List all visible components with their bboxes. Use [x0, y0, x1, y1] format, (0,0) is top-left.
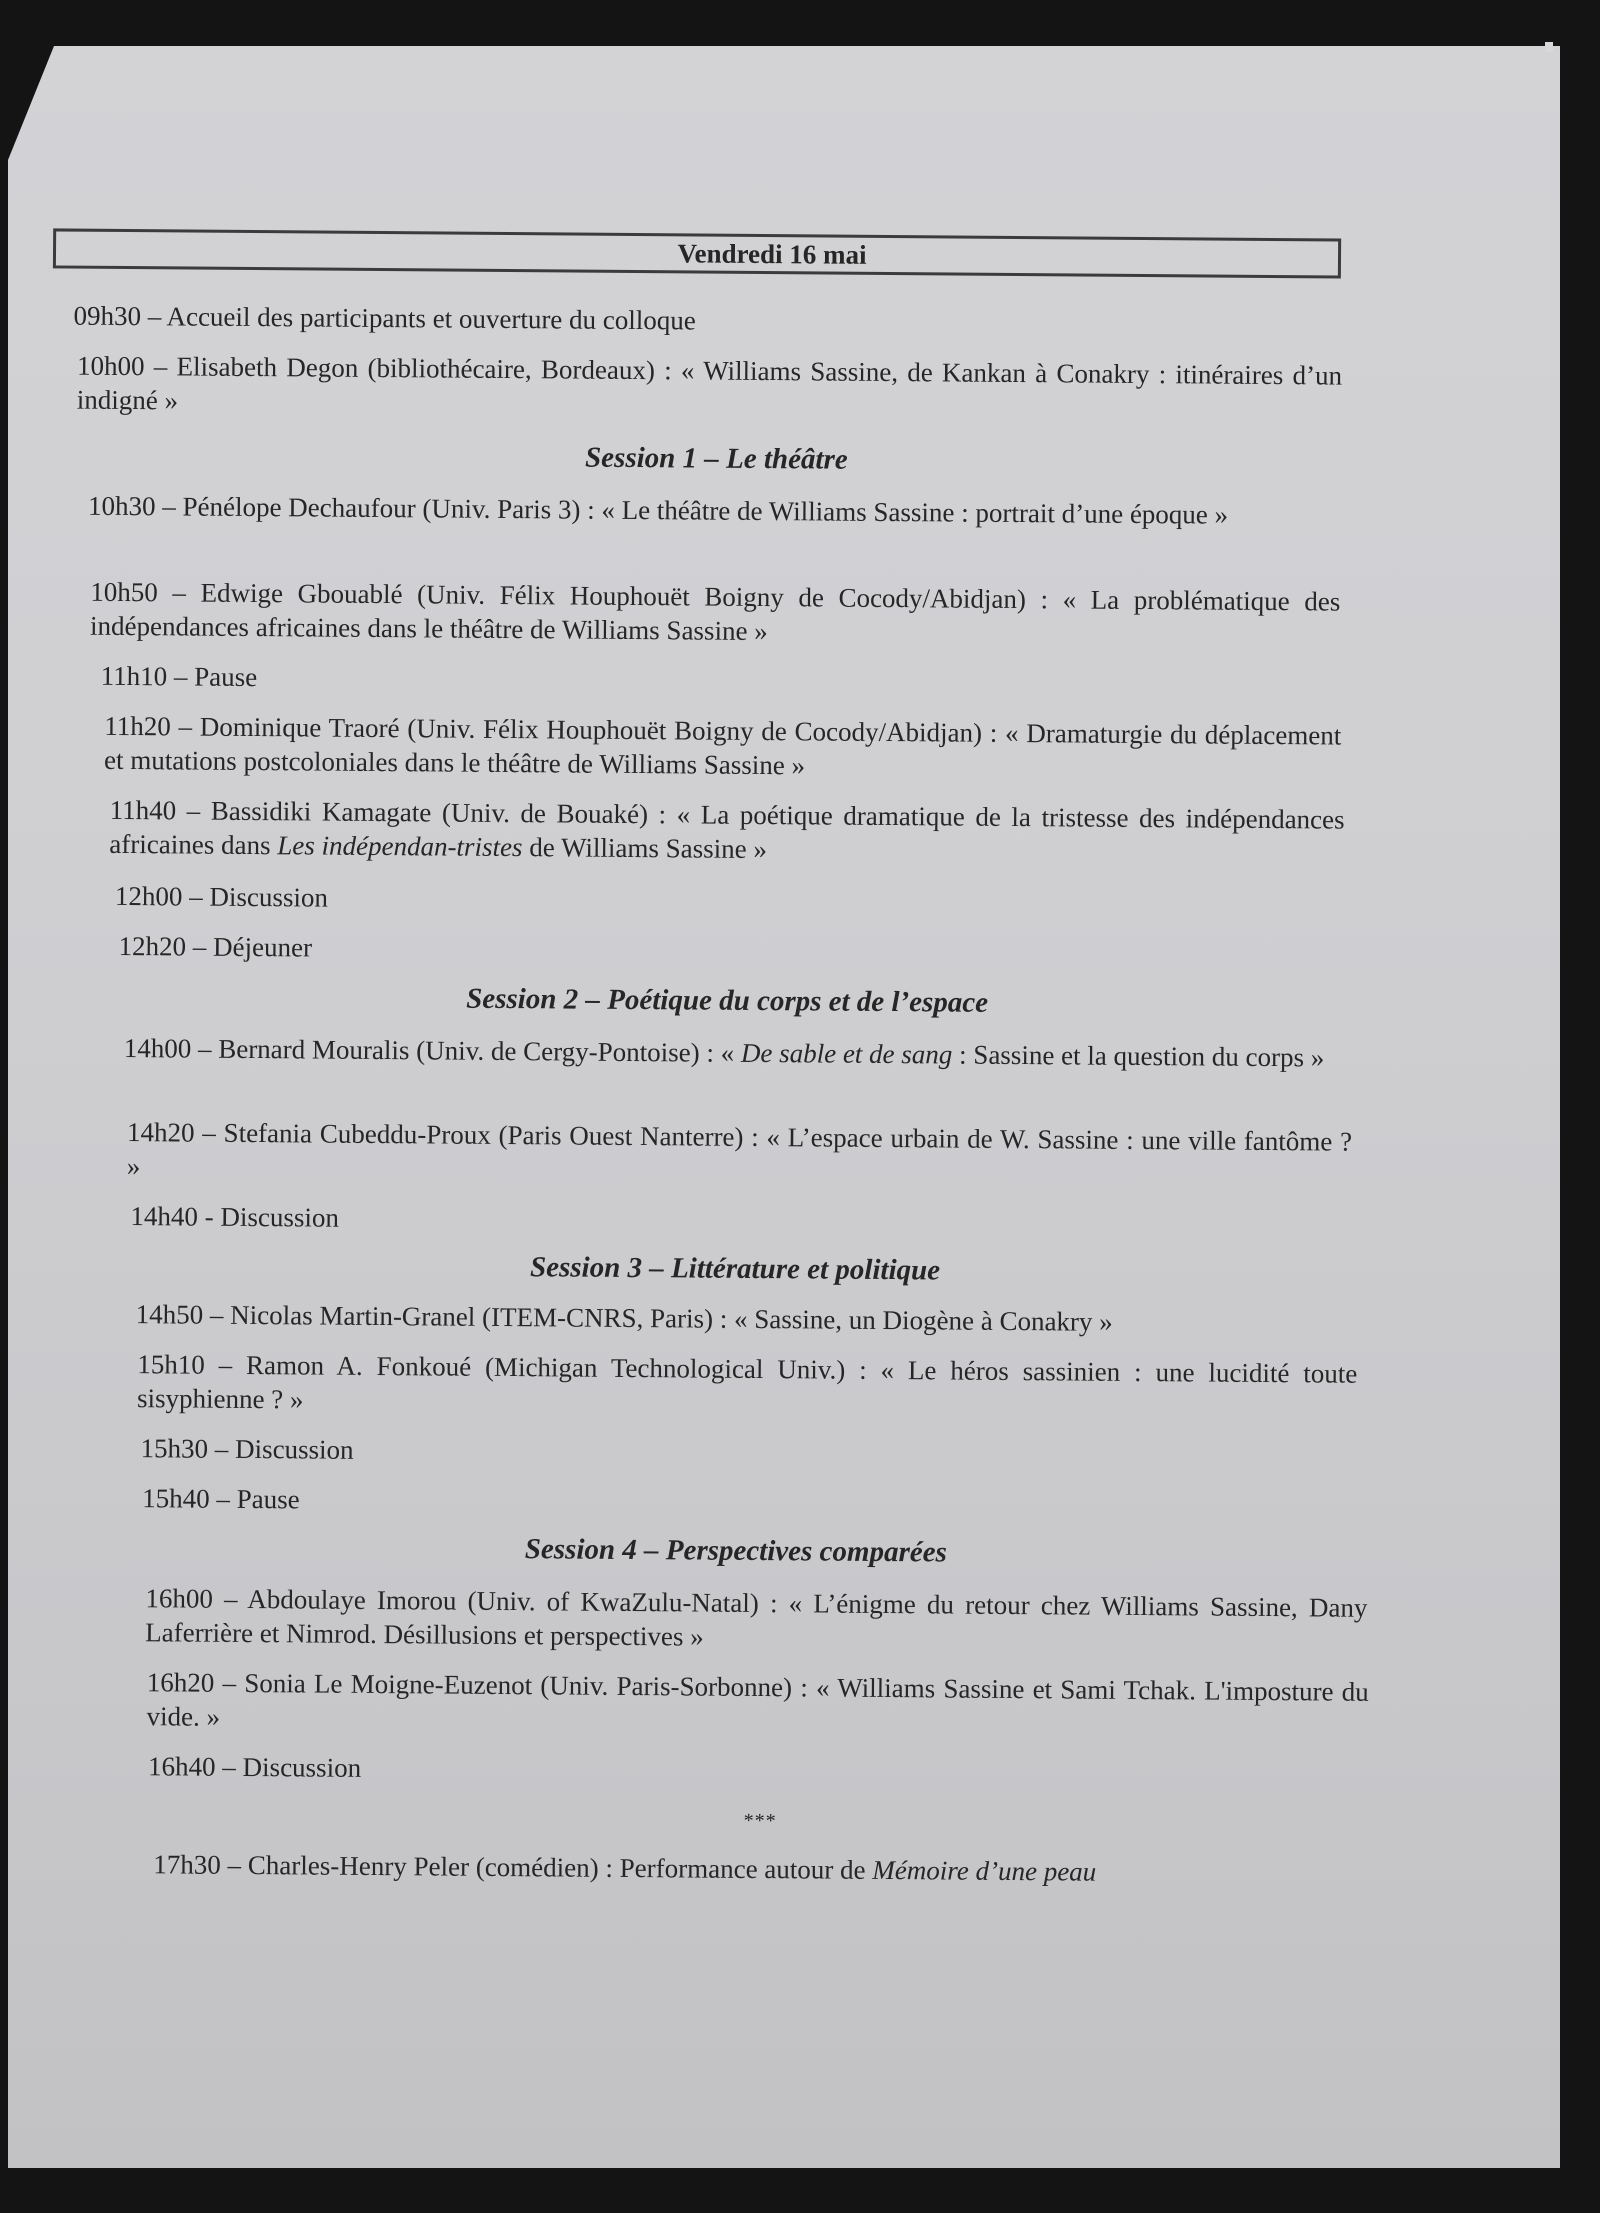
schedule-item [146, 1665, 1368, 1743]
item-time: 12h00 [114, 880, 183, 912]
item-time: 11h20 [104, 710, 171, 742]
item-time: 10h30 [87, 490, 156, 522]
item-time: 11h10 [100, 660, 168, 692]
item-text: Bassidiki Kamagate (Univ. de Bouaké) : « La poétique dramatique de la tristesse des indépendances africaines dans [109, 795, 1345, 861]
item-text: Elisabeth Degon (bibliothécaire, Bordeaux) : « Williams Sassine, de Kankan à Conakry : itinéraires d’un indigné » [76, 351, 1343, 416]
dash: – [215, 1751, 243, 1782]
item-text: Nicolas Martin-Granel (ITEM-CNRS, Paris) : « Sassine, un Diogène à Conakry » [230, 1299, 1113, 1337]
item-time: 16h20 [146, 1667, 215, 1698]
item-text: Sonia Le Moigne-Euzenot (Univ. Paris-Sorbonne) : « Williams Sassine et Sami Tchak. L'imposture du vide. » [146, 1667, 1369, 1732]
item-text: Discussion [235, 1433, 354, 1465]
dash: – [194, 1117, 224, 1148]
item-text: Stefania Cubeddu-Proux (Paris Ouest Nanterre) : « L’espace urbain de W. Sassine : une ville fantôme ? » [126, 1117, 1353, 1182]
item-time: 14h00 [123, 1033, 192, 1064]
item-text: Ramon A. Fonkoué (Michigan Technological Univ.) : « Le héros sassinien : une lucidité toute sisyphienne ? » [136, 1349, 1358, 1415]
dash: – [220, 1849, 248, 1881]
dash: – [140, 301, 167, 332]
item-text: Charles-Henry Peler (comédien) : Performance autour de [247, 1850, 873, 1885]
dash: – [170, 711, 200, 742]
item-time: 14h40 [130, 1201, 199, 1232]
schedule-item [145, 1581, 1367, 1659]
item-title-italic: Les indépendan-tristes [277, 830, 523, 863]
item-time: 12h20 [118, 930, 187, 962]
session-4-title: Session 4 – Perspectives comparées [524, 1533, 947, 1569]
item-text: de Williams Sassine » [522, 832, 768, 865]
item-time: 10h00 [77, 350, 145, 382]
item-time: 10h50 [90, 576, 158, 608]
item-time: 15h40 [142, 1483, 210, 1514]
item-text: Accueil des participants et ouverture du colloque [166, 301, 696, 336]
item-text: Dominique Traoré (Univ. Félix Houphouët Boigny de Cocody/Abidjan) : « Dramaturgie du déplacement et mutations postcoloniales dans le théâtre de Williams Sassine » [103, 711, 1342, 781]
dash: – [182, 881, 210, 912]
section-separator-stars: *** [743, 1809, 777, 1833]
item-text: Abdoulaye Imorou (Univ. of KwaZulu-Natal) : « L’énigme du retour chez Williams Sassine, Dany Laferrière et Nimrod. Désillusions et perspectives » [145, 1583, 1368, 1652]
item-text: Edwige Gbouablé (Univ. Félix Houphouët Boigny de Cocody/Abidjan) : « La problématique des indépendances africaines dans le théâtre de Williams Sassine » [89, 577, 1341, 647]
schedule-item [127, 1115, 1352, 1193]
schedule-item [136, 1297, 1356, 1341]
item-text: : Sassine et la question du corps » [952, 1039, 1325, 1073]
item-time: 14h20 [126, 1117, 195, 1148]
dash: – [176, 795, 211, 826]
schedule-item [90, 575, 1340, 653]
schedule-item [104, 709, 1341, 787]
dash: – [212, 1583, 248, 1614]
dash: – [214, 1667, 245, 1698]
schedule-item [137, 1347, 1357, 1425]
session-1-title: Session 1 – Le théâtre [584, 441, 848, 476]
schedule-item [142, 1481, 1357, 1525]
dash: – [185, 931, 214, 962]
item-time: 16h40 [148, 1751, 216, 1782]
item-text: Pause [194, 661, 258, 693]
session-3-title: Session 3 – Littérature et politique [529, 1251, 941, 1287]
item-title-italic: De sable et de sang [740, 1037, 953, 1070]
schedule-item [118, 929, 1343, 973]
item-time: 14h50 [135, 1299, 204, 1330]
item-time: 15h30 [140, 1433, 209, 1464]
dash: – [209, 1483, 237, 1514]
schedule-item-opening [73, 299, 1343, 343]
dash: – [167, 661, 195, 692]
dash: – [144, 351, 177, 382]
item-time: 17h30 [153, 1849, 221, 1880]
schedule-item-closing [153, 1847, 1373, 1891]
schedule-item [109, 793, 1344, 871]
dash: - [197, 1201, 221, 1232]
schedule-item [148, 1749, 1368, 1793]
item-time: 11h40 [109, 794, 177, 826]
schedule-item [124, 1031, 1352, 1075]
dash: – [208, 1433, 236, 1464]
session-2-title: Session 2 – Poétique du corps et de l’espace [466, 982, 989, 1019]
dash: – [157, 577, 201, 608]
schedule-item [140, 1431, 1355, 1475]
dash: – [203, 1299, 231, 1330]
item-time: 15h10 [137, 1349, 205, 1380]
dash: – [204, 1349, 247, 1380]
item-text: Discussion [220, 1201, 340, 1233]
schedule-item-keynote [77, 349, 1342, 427]
schedule-item [88, 489, 1343, 533]
item-text: Déjeuner [212, 931, 313, 963]
dash: – [191, 1033, 219, 1064]
schedule-item [101, 659, 1341, 703]
schedule-item [130, 1199, 1350, 1243]
item-time: 16h00 [145, 1583, 214, 1614]
item-text: Bernard Mouralis (Univ. de Cergy-Pontoise) : « [218, 1033, 742, 1068]
item-time: 09h30 [73, 300, 142, 332]
item-title-italic: Mémoire d’une peau [872, 1854, 1097, 1887]
dash: – [155, 491, 183, 522]
item-text: Pénélope Dechaufour (Univ. Paris 3) : « Le théâtre de Williams Sassine : portrait d’une époque » [182, 491, 1229, 530]
item-text: Discussion [242, 1751, 362, 1783]
schedule-item [115, 879, 1345, 923]
item-text: Discussion [209, 881, 329, 913]
day-header: Vendredi 16 mai [53, 228, 1341, 278]
item-text: Pause [236, 1483, 300, 1515]
